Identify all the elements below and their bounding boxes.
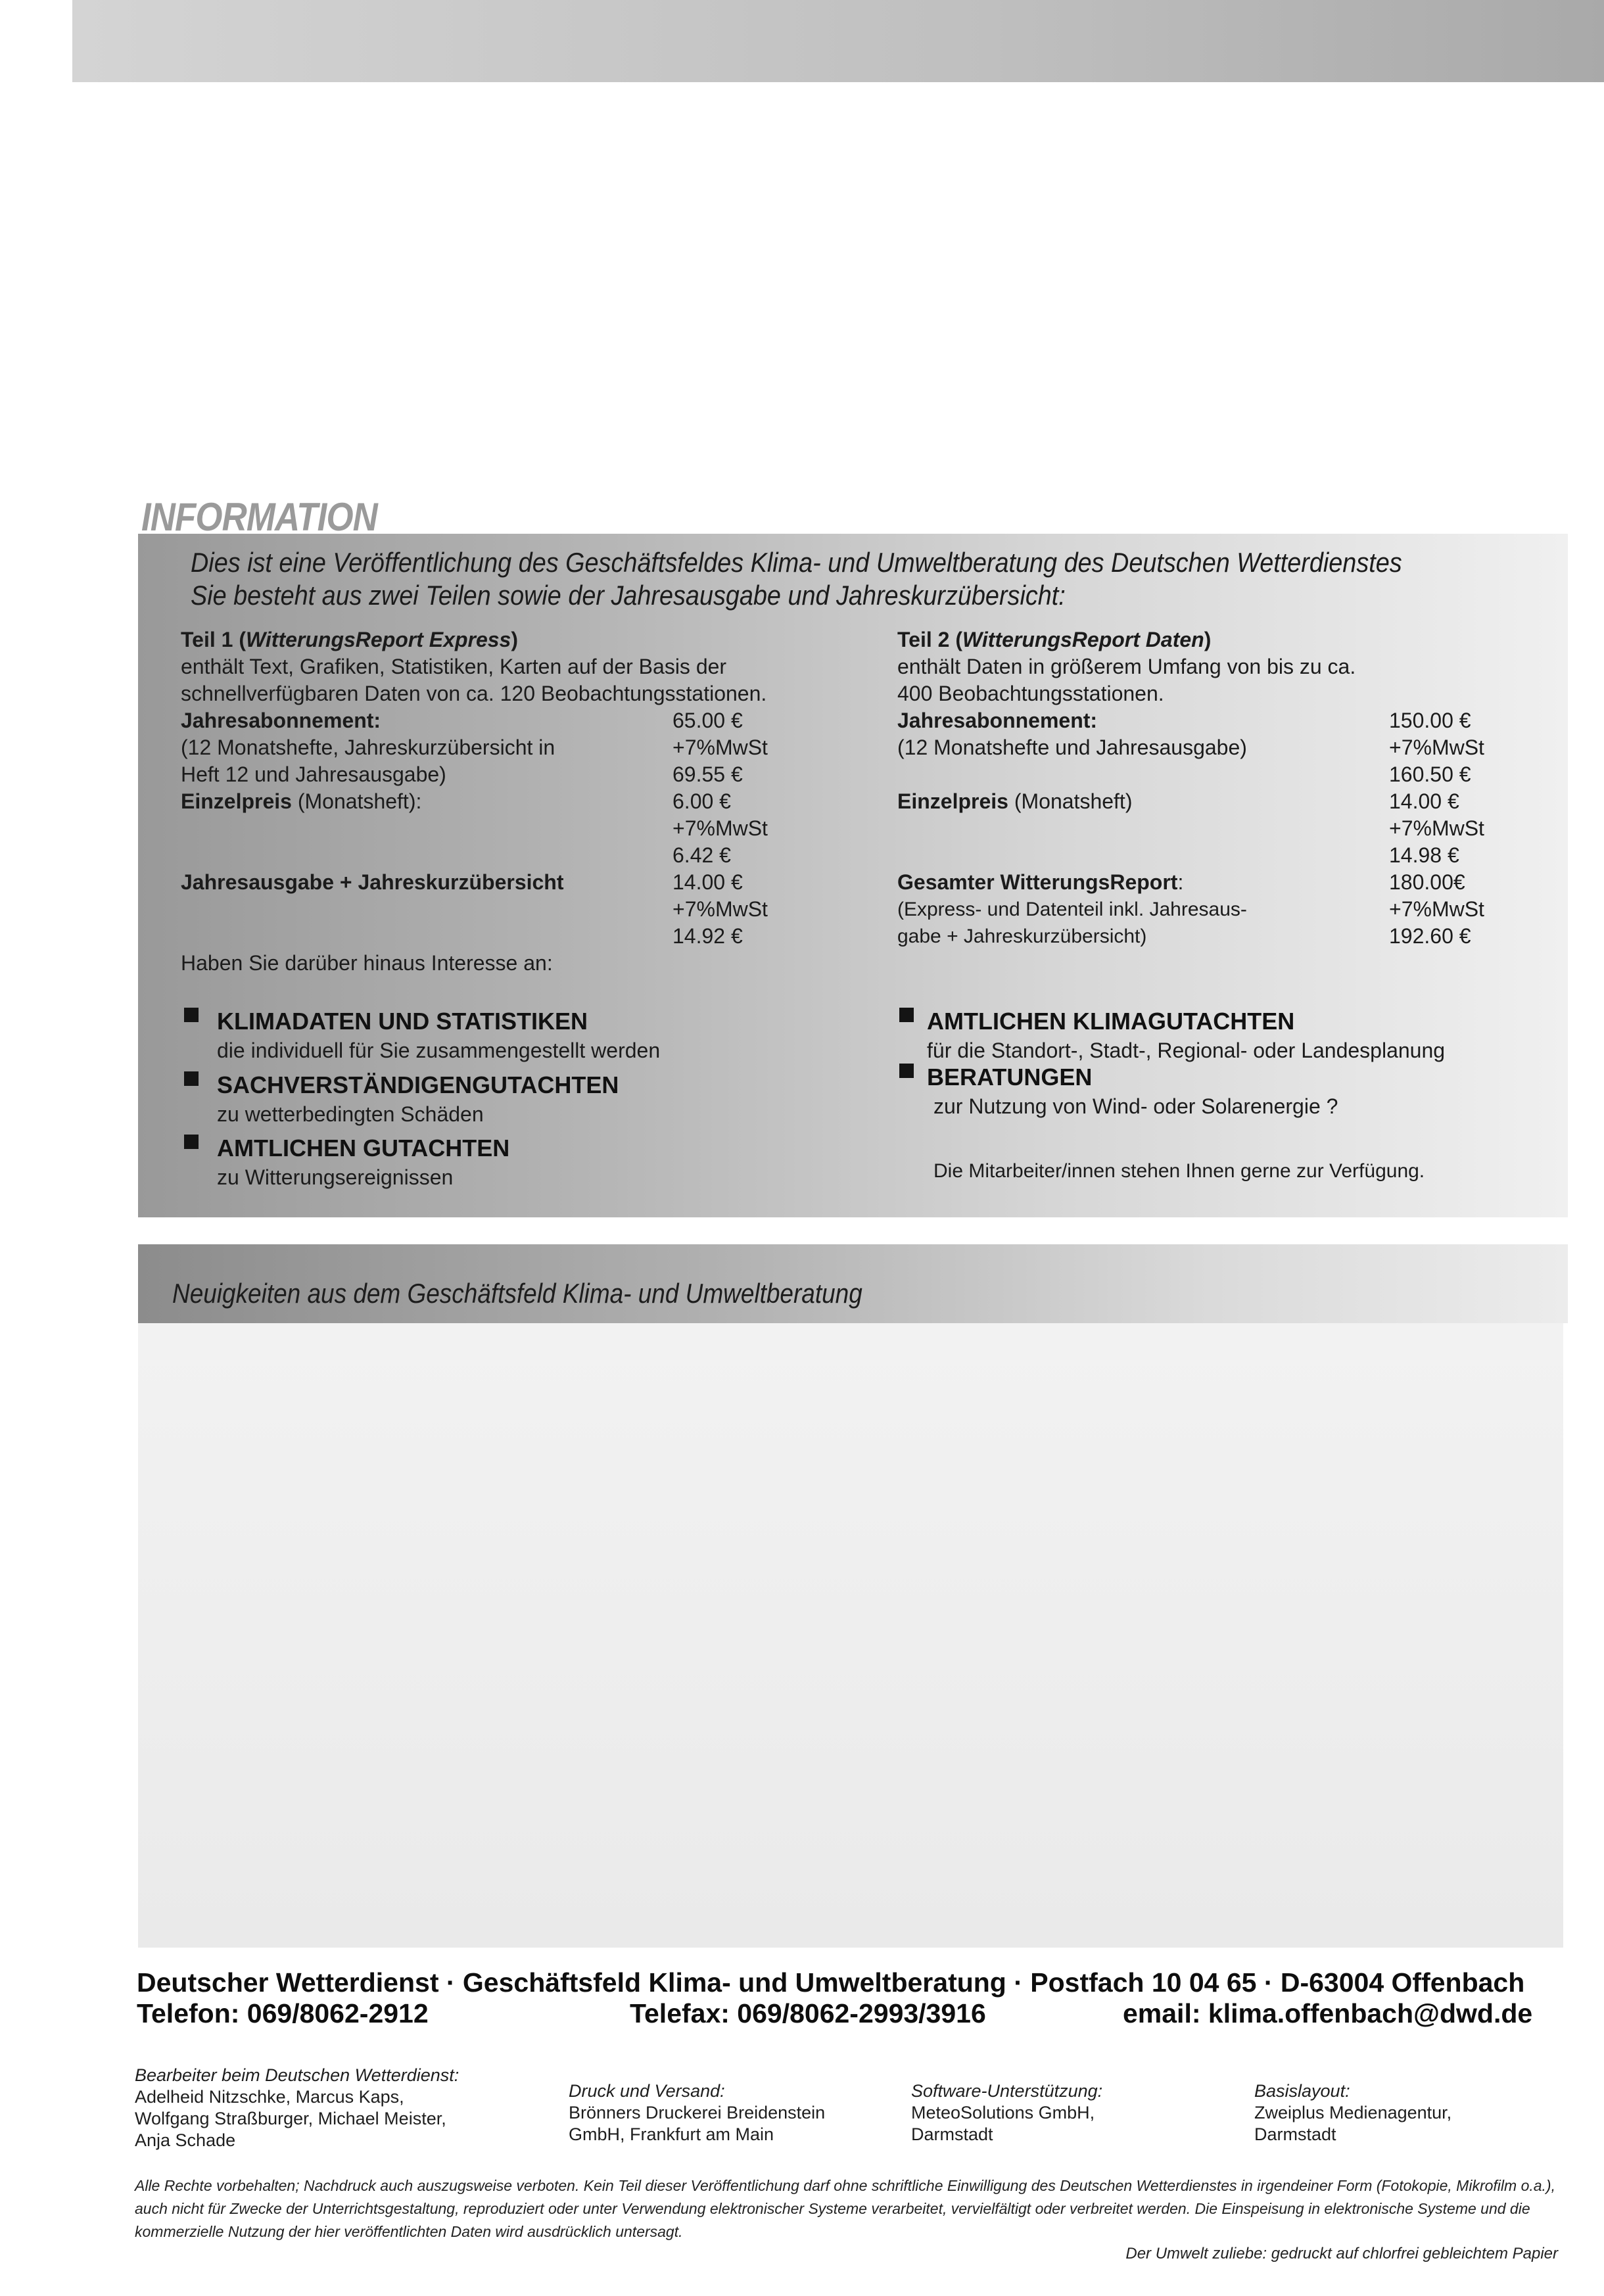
credits-editors-line: Anja Schade	[135, 2130, 236, 2150]
teil2-abo-total: 160.50 €	[1389, 762, 1471, 786]
footer-phone: Telefon: 069/8062-2912	[137, 1998, 429, 2028]
teil2-einzel-price: 14.00 €	[1389, 789, 1459, 813]
teil2-abo-vat: +7%MwSt	[1389, 736, 1484, 759]
teil2-einzel-total: 14.98 €	[1389, 843, 1459, 867]
credits-software-label: Software-Unterstützung:	[911, 2081, 1103, 2101]
footer-address: Deutscher Wetterdienst · Geschäftsfeld Klima- und Umweltberatung · Postfach 10 04 65 · D-63004 Offenbach	[137, 1967, 1525, 1998]
teil2-desc-1: enthält Daten in größerem Umfang von bis zu ca.	[897, 655, 1356, 678]
service-sachverstaendigen-desc: zu wetterbedingten Schäden	[217, 1102, 484, 1126]
footer-email: email: klima.offenbach@dwd.de	[1123, 1998, 1533, 2028]
information-heading: INFORMATION	[141, 495, 377, 539]
teil1-einzel-vat: +7%MwSt	[672, 816, 768, 840]
teil2-einzel: Einzelpreis (Monatsheft)	[897, 789, 1133, 813]
service-gutachten-title: AMTLICHEN GUTACHTEN	[217, 1135, 510, 1161]
teil1-title: Teil 1 (WitterungsReport Express)	[181, 628, 518, 651]
credits-editors	[135, 2065, 459, 2151]
intro-line-2: Sie besteht aus zwei Teilen sowie der Jahresausgabe und Jahreskurzübersicht:	[191, 580, 1066, 611]
credits-layout-line: Darmstadt	[1254, 2124, 1336, 2144]
teil2-title: Teil 2 (WitterungsReport Daten)	[897, 628, 1212, 651]
teil2-einzel-vat: +7%MwSt	[1389, 816, 1484, 840]
bullet-square-icon	[899, 1064, 914, 1078]
teil1-jahres-total: 14.92 €	[672, 924, 743, 948]
bullet-square-icon	[184, 1071, 199, 1086]
teil2-gesamt-price: 180.00€	[1389, 870, 1465, 894]
teil1-einzel-price: 6.00 €	[672, 789, 731, 813]
credits-layout-line: Zweiplus Medienagentur,	[1254, 2103, 1452, 2122]
teil1-desc-1: enthält Text, Grafiken, Statistiken, Karten auf der Basis der	[181, 655, 727, 678]
teil2-gesamt-total: 192.60 €	[1389, 924, 1471, 948]
legal-notice: Alle Rechte vorbehalten; Nachdruck auch auszugsweise verboten. Kein Teil dieser Veröffentlichung darf ohne schriftliche Einwilligung des Deutschen Wetterdienstes in irgendeiner Form (Fotokopie, Mikrofilm o.a.), auch nicht für Zwecke der Unterrichtsgestaltung, reproduziert oder unter Verwendung elektronischer Systeme verarbeitet, vervielfältigt oder verbreitet werden. Die Einspeisung in elektronische Systeme und die kommerzielle Nutzung der hier veröffentlichten Daten wird ausdrücklich untersagt.	[135, 2177, 1555, 2240]
staff-note: Die Mitarbeiter/innen stehen Ihnen gerne zur Verfügung.	[933, 1160, 1425, 1182]
teil1-einzel: Einzelpreis (Monatsheft):	[181, 789, 422, 813]
teil2-gesamt-note-2: gabe + Jahreskurzübersicht)	[897, 925, 1147, 947]
service-klimagutachten-desc: für die Standort-, Stadt-, Regional- oder Landesplanung	[927, 1039, 1446, 1062]
bullet-square-icon	[184, 1008, 199, 1022]
bullet-square-icon	[899, 1008, 914, 1022]
credits-editors-label: Bearbeiter beim Deutschen Wetterdienst:	[135, 2065, 460, 2085]
bullet-square-icon	[184, 1135, 199, 1149]
teil2-abo-label: Jahresabonnement:	[897, 709, 1098, 732]
teil1-abo-price: 65.00 €	[672, 709, 743, 732]
news-heading: Neuigkeiten aus dem Geschäftsfeld Klima- und Umweltberatung	[172, 1278, 862, 1309]
credits-print-label: Druck und Versand:	[569, 2081, 725, 2101]
news-content-area	[138, 1323, 1563, 1948]
eco-note: Der Umwelt zuliebe: gedruckt auf chlorfrei gebleichtem Papier	[1125, 2245, 1558, 2262]
teil1-jahres-label: Jahresausgabe + Jahreskurzübersicht	[181, 870, 564, 894]
credits-print	[569, 2080, 825, 2145]
service-beratungen-desc: zur Nutzung von Wind- oder Solarenergie ?	[933, 1094, 1338, 1118]
credits-software-line: Darmstadt	[911, 2124, 993, 2144]
teil1-jahres-vat: +7%MwSt	[672, 897, 768, 921]
teil1-jahres-price: 14.00 €	[672, 870, 743, 894]
teil2-abo-note: (12 Monatshefte und Jahresausgabe)	[897, 736, 1247, 759]
teil2-gesamt-note-1: (Express- und Datenteil inkl. Jahresaus-	[897, 899, 1247, 920]
credits-software-line: MeteoSolutions GmbH,	[911, 2103, 1095, 2122]
teil1-desc-2: schnellverfügbaren Daten von ca. 120 Beobachtungsstationen.	[181, 682, 767, 705]
footer-fax: Telefax: 069/8062-2993/3916	[630, 1998, 986, 2028]
teil1-abo-note-1: (12 Monatshefte, Jahreskurzübersicht in	[181, 736, 555, 759]
service-sachverstaendigen-title: SACHVERSTÄNDIGENGUTACHTEN	[217, 1071, 619, 1098]
teil1-einzel-total: 6.42 €	[672, 843, 731, 867]
teil1-abo-vat: +7%MwSt	[672, 736, 768, 759]
top-banner	[72, 0, 1604, 82]
credits-print-line: GmbH, Frankfurt am Main	[569, 2124, 774, 2144]
teil1-abo-total: 69.55 €	[672, 762, 743, 786]
teil1-abo-note-2: Heft 12 und Jahresausgabe)	[181, 762, 446, 786]
credits-layout	[1254, 2080, 1451, 2145]
service-beratungen-title: BERATUNGEN	[927, 1064, 1093, 1090]
credits-layout-label: Basislayout:	[1254, 2081, 1350, 2101]
service-klimagutachten-title: AMTLICHEN KLIMAGUTACHTEN	[927, 1008, 1295, 1035]
credits-software	[911, 2080, 1102, 2145]
teil2-gesamt: Gesamter WitterungsReport:	[897, 870, 1184, 894]
credits-editors-line: Adelheid Nitzschke, Marcus Kaps,	[135, 2087, 404, 2107]
credits-editors-line: Wolfgang Straßburger, Michael Meister,	[135, 2109, 446, 2128]
teil2-abo-price: 150.00 €	[1389, 709, 1471, 732]
teil2-gesamt-vat: +7%MwSt	[1389, 897, 1484, 921]
teil2-desc-2: 400 Beobachtungsstationen.	[897, 682, 1164, 705]
teil1-interest: Haben Sie darüber hinaus Interesse an:	[181, 951, 553, 975]
intro-line-1: Dies ist eine Veröffentlichung des Geschäftsfeldes Klima- und Umweltberatung des Deutschen Wetterdienstes	[191, 547, 1402, 578]
teil1-abo-label: Jahresabonnement:	[181, 709, 381, 732]
service-gutachten-desc: zu Witterungsereignissen	[217, 1165, 454, 1189]
service-klimadaten-title: KLIMADATEN UND STATISTIKEN	[217, 1008, 588, 1035]
service-klimadaten-desc: die individuell für Sie zusammengestellt werden	[217, 1039, 661, 1062]
credits-print-line: Brönners Druckerei Breidenstein	[569, 2103, 826, 2122]
